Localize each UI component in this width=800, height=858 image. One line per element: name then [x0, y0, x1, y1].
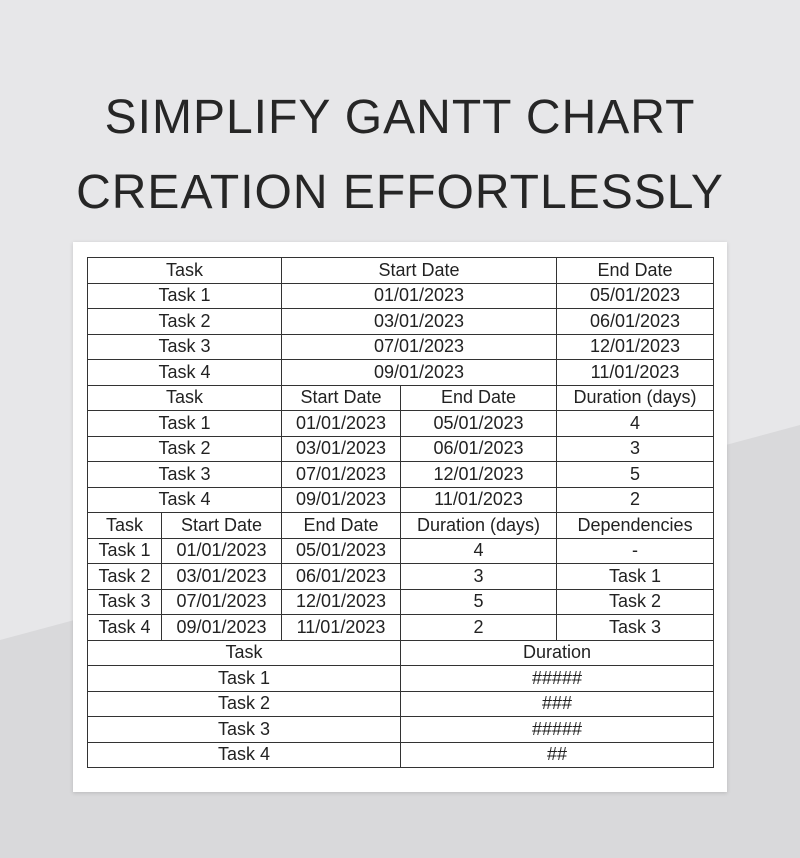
header-cell[interactable]: Duration (days) [401, 513, 557, 539]
header-cell[interactable]: Start Date [162, 513, 282, 539]
header-cell[interactable]: End Date [557, 258, 714, 284]
cell[interactable]: 4 [557, 411, 714, 437]
cell[interactable]: Task 2 [557, 589, 714, 615]
table-row [88, 436, 714, 462]
table-row [88, 640, 714, 666]
table-row [88, 258, 714, 284]
table-row [88, 615, 714, 641]
table-row [88, 589, 714, 615]
cell[interactable]: 09/01/2023 [282, 360, 557, 386]
cell[interactable]: Task 3 [88, 334, 282, 360]
table-row [88, 385, 714, 411]
table-row [88, 538, 714, 564]
header-cell[interactable]: End Date [282, 513, 401, 539]
header-cell[interactable]: Start Date [282, 258, 557, 284]
cell[interactable]: Task 4 [88, 360, 282, 386]
table-row [88, 487, 714, 513]
cell[interactable]: 3 [401, 564, 557, 590]
cell[interactable]: 01/01/2023 [282, 283, 557, 309]
page-title [0, 80, 800, 230]
cell[interactable]: 03/01/2023 [282, 436, 401, 462]
table-row [88, 742, 714, 768]
cell[interactable]: 12/01/2023 [401, 462, 557, 488]
header-cell[interactable]: Duration (days) [557, 385, 714, 411]
cell[interactable]: 07/01/2023 [162, 589, 282, 615]
cell[interactable]: Task 3 [88, 717, 401, 743]
cell[interactable]: ### [401, 691, 714, 717]
cell[interactable]: Task 2 [88, 436, 282, 462]
header-cell[interactable]: Task [88, 385, 282, 411]
header-cell[interactable]: Task [88, 258, 282, 284]
cell[interactable]: - [557, 538, 714, 564]
table-row [88, 462, 714, 488]
cell[interactable]: 09/01/2023 [282, 487, 401, 513]
cell[interactable]: 03/01/2023 [282, 309, 557, 335]
cell[interactable]: Task 2 [88, 691, 401, 717]
cell[interactable]: Task 1 [88, 283, 282, 309]
cell[interactable]: 4 [401, 538, 557, 564]
header-cell[interactable]: Task [88, 640, 401, 666]
cell[interactable]: Task 2 [88, 309, 282, 335]
cell[interactable]: 5 [557, 462, 714, 488]
cell[interactable]: Task 4 [88, 487, 282, 513]
table-row [88, 564, 714, 590]
table-row [88, 666, 714, 692]
cell[interactable]: 2 [557, 487, 714, 513]
cell[interactable]: 12/01/2023 [557, 334, 714, 360]
gantt-spreadsheet [87, 257, 714, 768]
table-row [88, 717, 714, 743]
cell[interactable]: Task 1 [88, 411, 282, 437]
cell[interactable]: 07/01/2023 [282, 334, 557, 360]
cell[interactable]: 01/01/2023 [162, 538, 282, 564]
cell[interactable]: 06/01/2023 [401, 436, 557, 462]
title-line-1: SIMPLIFY GANTT CHART [104, 91, 696, 144]
cell[interactable]: ##### [401, 666, 714, 692]
cell[interactable]: 2 [401, 615, 557, 641]
cell[interactable]: Task 4 [88, 742, 401, 768]
cell[interactable]: 11/01/2023 [557, 360, 714, 386]
spreadsheet-card [73, 242, 727, 792]
cell[interactable]: 06/01/2023 [282, 564, 401, 590]
table-row [88, 691, 714, 717]
table-row [88, 309, 714, 335]
table-row [88, 513, 714, 539]
cell[interactable]: 11/01/2023 [401, 487, 557, 513]
cell[interactable]: Task 4 [88, 615, 162, 641]
cell[interactable]: 09/01/2023 [162, 615, 282, 641]
cell[interactable]: 05/01/2023 [401, 411, 557, 437]
table-row [88, 334, 714, 360]
cell[interactable]: 05/01/2023 [557, 283, 714, 309]
table-row [88, 360, 714, 386]
cell[interactable]: Task 1 [88, 538, 162, 564]
table-row [88, 411, 714, 437]
cell[interactable]: Task 3 [557, 615, 714, 641]
cell[interactable]: 5 [401, 589, 557, 615]
header-cell[interactable]: Task [88, 513, 162, 539]
cell[interactable]: Task 2 [88, 564, 162, 590]
header-cell[interactable]: End Date [401, 385, 557, 411]
cell[interactable]: 07/01/2023 [282, 462, 401, 488]
table-row [88, 283, 714, 309]
title-line-2: CREATION EFFORTLESSLY [76, 166, 724, 219]
cell[interactable]: 12/01/2023 [282, 589, 401, 615]
cell[interactable]: 03/01/2023 [162, 564, 282, 590]
header-cell[interactable]: Start Date [282, 385, 401, 411]
cell[interactable]: Task 1 [557, 564, 714, 590]
cell[interactable]: 3 [557, 436, 714, 462]
cell[interactable]: 01/01/2023 [282, 411, 401, 437]
cell[interactable]: ## [401, 742, 714, 768]
cell[interactable]: Task 3 [88, 462, 282, 488]
header-cell[interactable]: Duration [401, 640, 714, 666]
cell[interactable]: Task 1 [88, 666, 401, 692]
cell[interactable]: 05/01/2023 [282, 538, 401, 564]
cell[interactable]: Task 3 [88, 589, 162, 615]
cell[interactable]: 11/01/2023 [282, 615, 401, 641]
header-cell[interactable]: Dependencies [557, 513, 714, 539]
cell[interactable]: ##### [401, 717, 714, 743]
cell[interactable]: 06/01/2023 [557, 309, 714, 335]
